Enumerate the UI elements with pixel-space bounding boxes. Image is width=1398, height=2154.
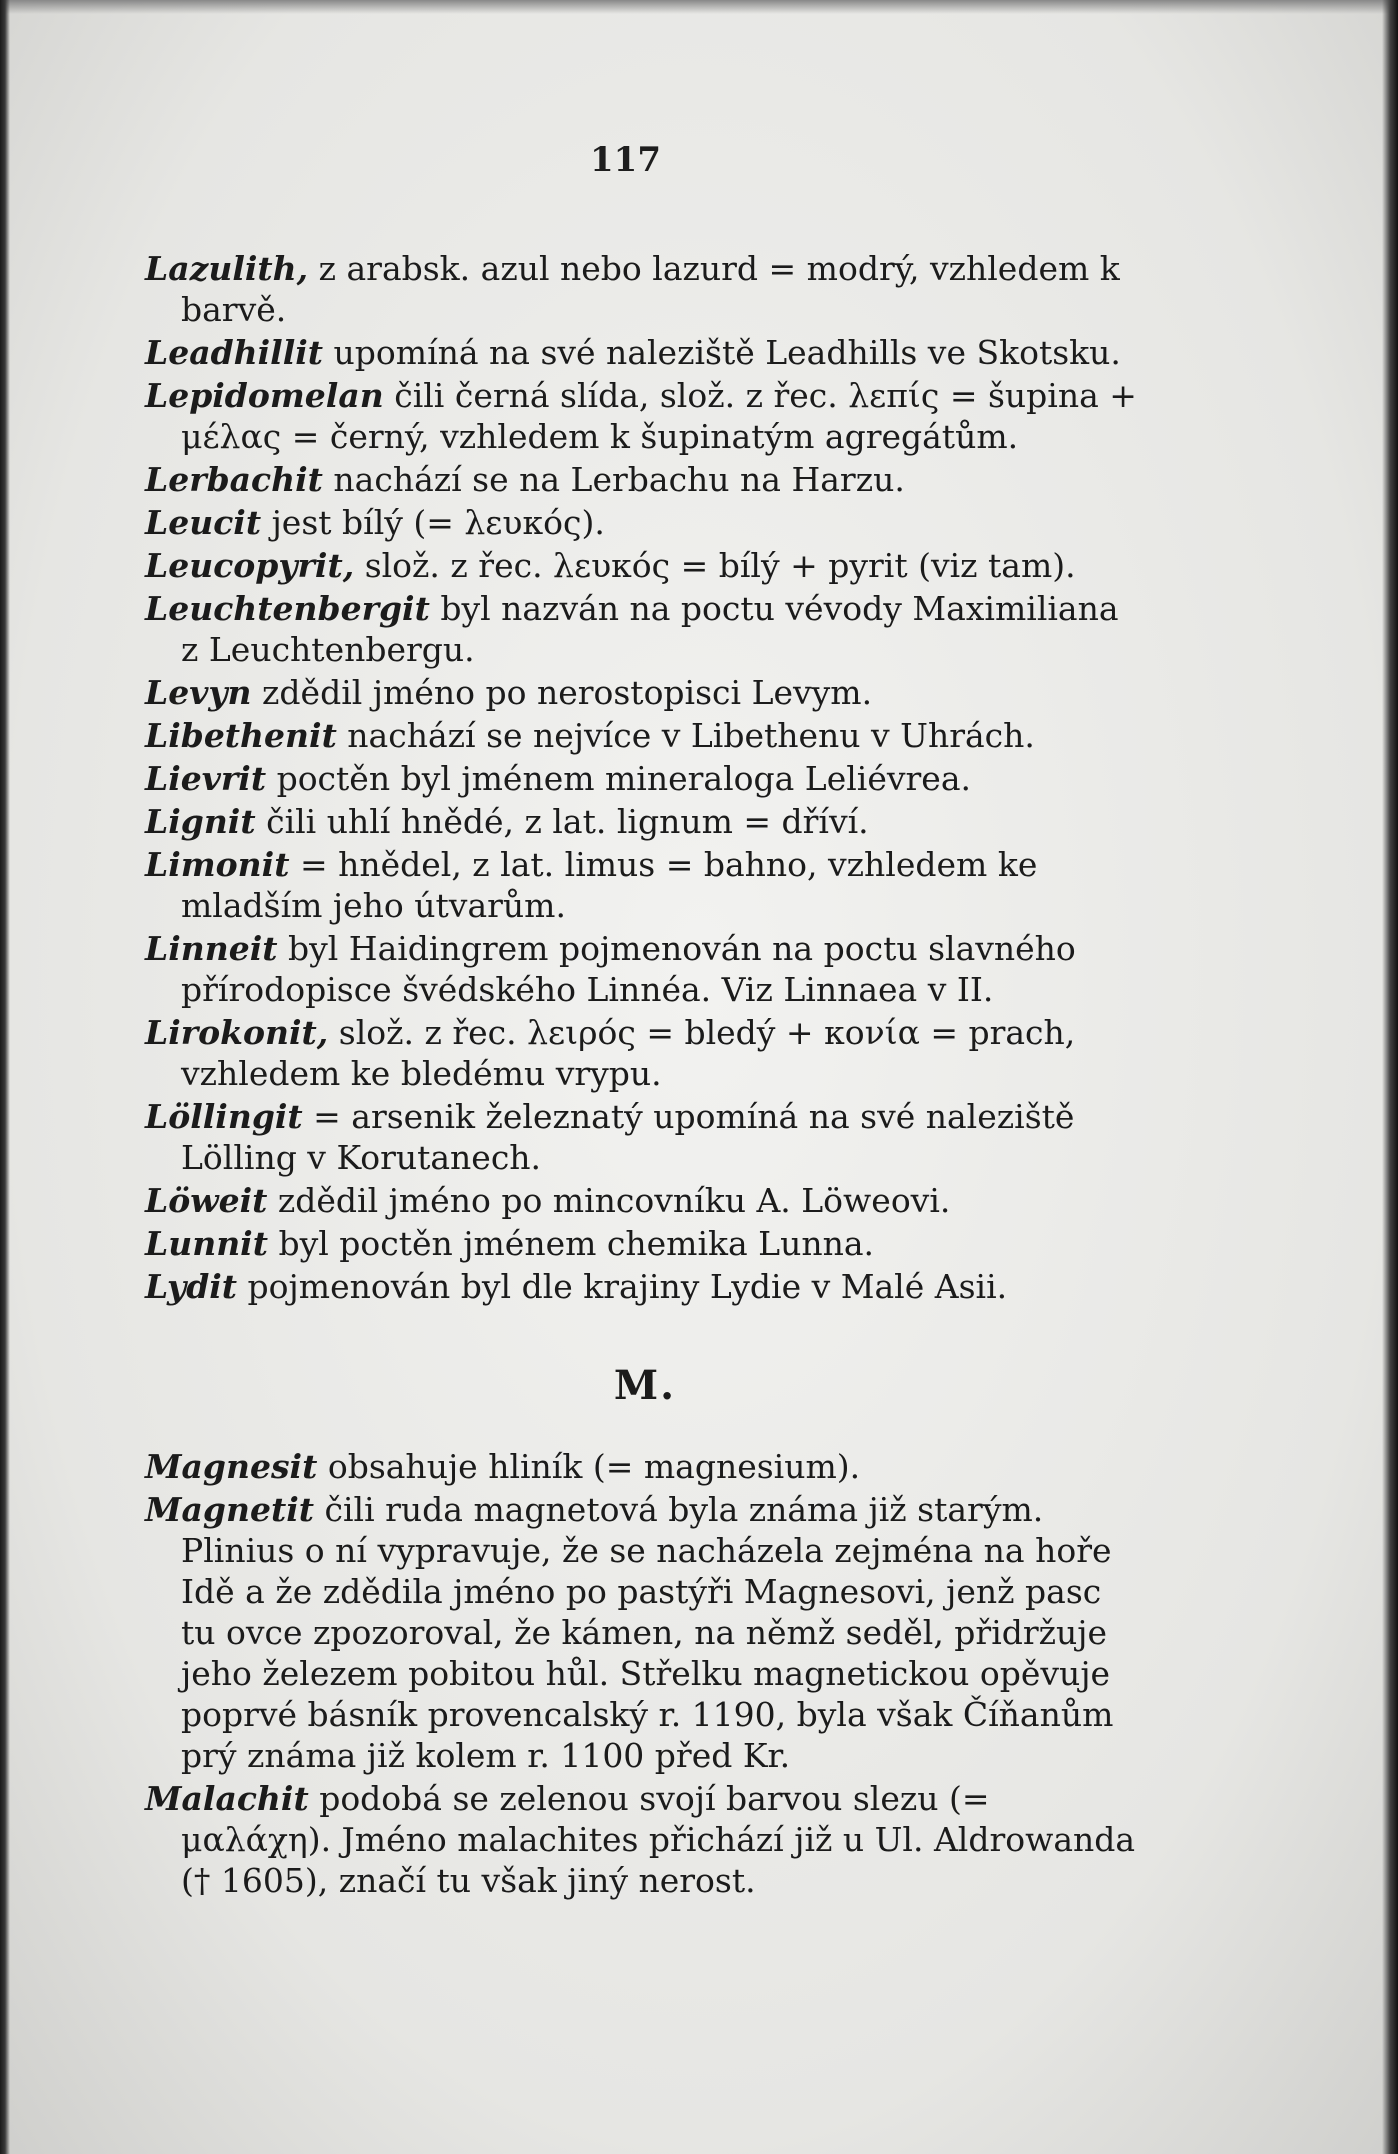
entry-text: byl Haidingrem pojmenován na poctu slavného přírodopisce švédského Linnéa. Viz Linnaea v II. [181, 929, 1076, 1009]
entry-term: Malachit [145, 1779, 309, 1818]
page-number: 117 [590, 140, 661, 180]
entry-text: nachází se na Lerbachu na Harzu. [322, 460, 905, 499]
dictionary-entry [145, 758, 1145, 799]
entry-text: nachází se nejvíce v Libethenu v Uhrách. [336, 716, 1035, 755]
entry-term: Löllingit [145, 1097, 303, 1136]
dictionary-entry [145, 588, 1145, 670]
entry-text: obsahuje hliník (= magnesium). [317, 1447, 861, 1486]
dictionary-entry [145, 672, 1145, 713]
entry-term: Libethenit [145, 716, 337, 755]
entry-term: Lunnit [145, 1224, 268, 1263]
entry-term: Leadhillit [145, 333, 324, 372]
entry-text: = arsenik železnatý upomíná na své naleziště Lölling v Korutanech. [181, 1097, 1075, 1177]
entry-term: Lydit [145, 1267, 238, 1306]
entry-text: = hnědel, z lat. limus = bahno, vzhledem ke mladším jeho útvarům. [181, 845, 1038, 925]
entry-text: čili uhlí hnědé, z lat. lignum = dříví. [255, 802, 869, 841]
entry-text: poctěn byl jménem mineraloga Leliévrea. [266, 759, 971, 798]
dictionary-entry [145, 1266, 1145, 1307]
entry-term: Lepidomelan [145, 376, 384, 415]
entry-text: podobá se zelenou svojí barvou slezu (= μαλάχη). Jméno malachites přichází již u Ul. Aldrowanda († 1605), značí tu však jiný nerost. [181, 1779, 1136, 1900]
entry-term: Lievrit [145, 759, 267, 798]
dictionary-entry [145, 1446, 1145, 1487]
entry-text: čili černá slída, slož. z řec. λεπίς = šupina + μέλας = černý, vzhledem k šupinatým agregátům. [181, 376, 1137, 456]
entry-term: Limonit [145, 845, 290, 884]
dictionary-entry [145, 1778, 1145, 1901]
entry-text: zdědil jméno po nerostopisci Levym. [251, 673, 873, 712]
page-edge-left [0, 0, 10, 2154]
page-edge-right [1382, 0, 1398, 2154]
entry-term: Magnesit [145, 1447, 318, 1486]
page-edge-top [0, 0, 1398, 14]
entry-term: Levyn [145, 673, 252, 712]
entries-m [145, 1446, 1145, 1901]
entry-term: Magnetit [145, 1490, 314, 1529]
dictionary-entry [145, 801, 1145, 842]
entry-term: Leucit [145, 503, 262, 542]
entry-text: byl nazván na poctu vévody Maximiliana z Leuchtenbergu. [181, 589, 1119, 669]
section-heading-m: M. [613, 1362, 677, 1409]
entry-text: byl poctěn jménem chemika Lunna. [267, 1224, 875, 1263]
entry-term: Lazulith, [145, 249, 309, 288]
entry-text: čili ruda magnetová byla známa již starým. Plinius o ní vypravuje, že se nacházela zejména na hoře Idě a že zdědila jméno po pastýři Magnesovi, jenž pasc tu ovce zpozoroval, že kámen, na němž seděl, přidržuje jeho železem pobitou hůl. Střelku magnetickou opěvuje poprvé básník provencalský r. 1190, byla však Číňanům prý známa již kolem r. 1100 před Kr. [181, 1490, 1114, 1775]
dictionary-entry [145, 545, 1145, 586]
dictionary-entry [145, 1489, 1145, 1776]
entries-l [145, 248, 1145, 1307]
dictionary-entry [145, 1012, 1145, 1094]
entry-text: jest bílý (= λευκός). [261, 503, 605, 542]
entry-text: z arabsk. azul nebo lazurd = modrý, vzhledem k barvě. [181, 249, 1120, 329]
entry-text: upomíná na své naleziště Leadhills ve Skotsku. [323, 333, 1121, 372]
entry-term: Löweit [145, 1181, 268, 1220]
dictionary-entry [145, 248, 1145, 330]
dictionary-entry [145, 1180, 1145, 1221]
dictionary-entry [145, 502, 1145, 543]
dictionary-entry [145, 715, 1145, 756]
dictionary-entry [145, 844, 1145, 926]
entry-term: Linneit [145, 929, 278, 968]
entry-term: Lerbachit [145, 460, 323, 499]
dictionary-entry [145, 459, 1145, 500]
entry-text: pojmenován byl dle krajiny Lydie v Malé Asii. [237, 1267, 1008, 1306]
entry-term: Leuchtenbergit [145, 589, 430, 628]
dictionary-entry [145, 928, 1145, 1010]
text-body [145, 248, 1145, 1901]
entry-text: slož. z řec. λειρός = bledý + κονία = prach, vzhledem ke bledému vrypu. [181, 1013, 1076, 1093]
dictionary-entry [145, 1223, 1145, 1264]
dictionary-entry [145, 332, 1145, 373]
entry-term: Lignit [145, 802, 256, 841]
dictionary-entry [145, 375, 1145, 457]
entry-text: zdědil jméno po mincovníku A. Löweovi. [267, 1181, 951, 1220]
entry-text: slož. z řec. λευκός = bílý + pyrit (viz tam). [354, 546, 1076, 585]
entry-term: Lirokonit, [145, 1013, 329, 1052]
entry-term: Leucopyrit, [145, 546, 355, 585]
dictionary-entry [145, 1096, 1145, 1178]
